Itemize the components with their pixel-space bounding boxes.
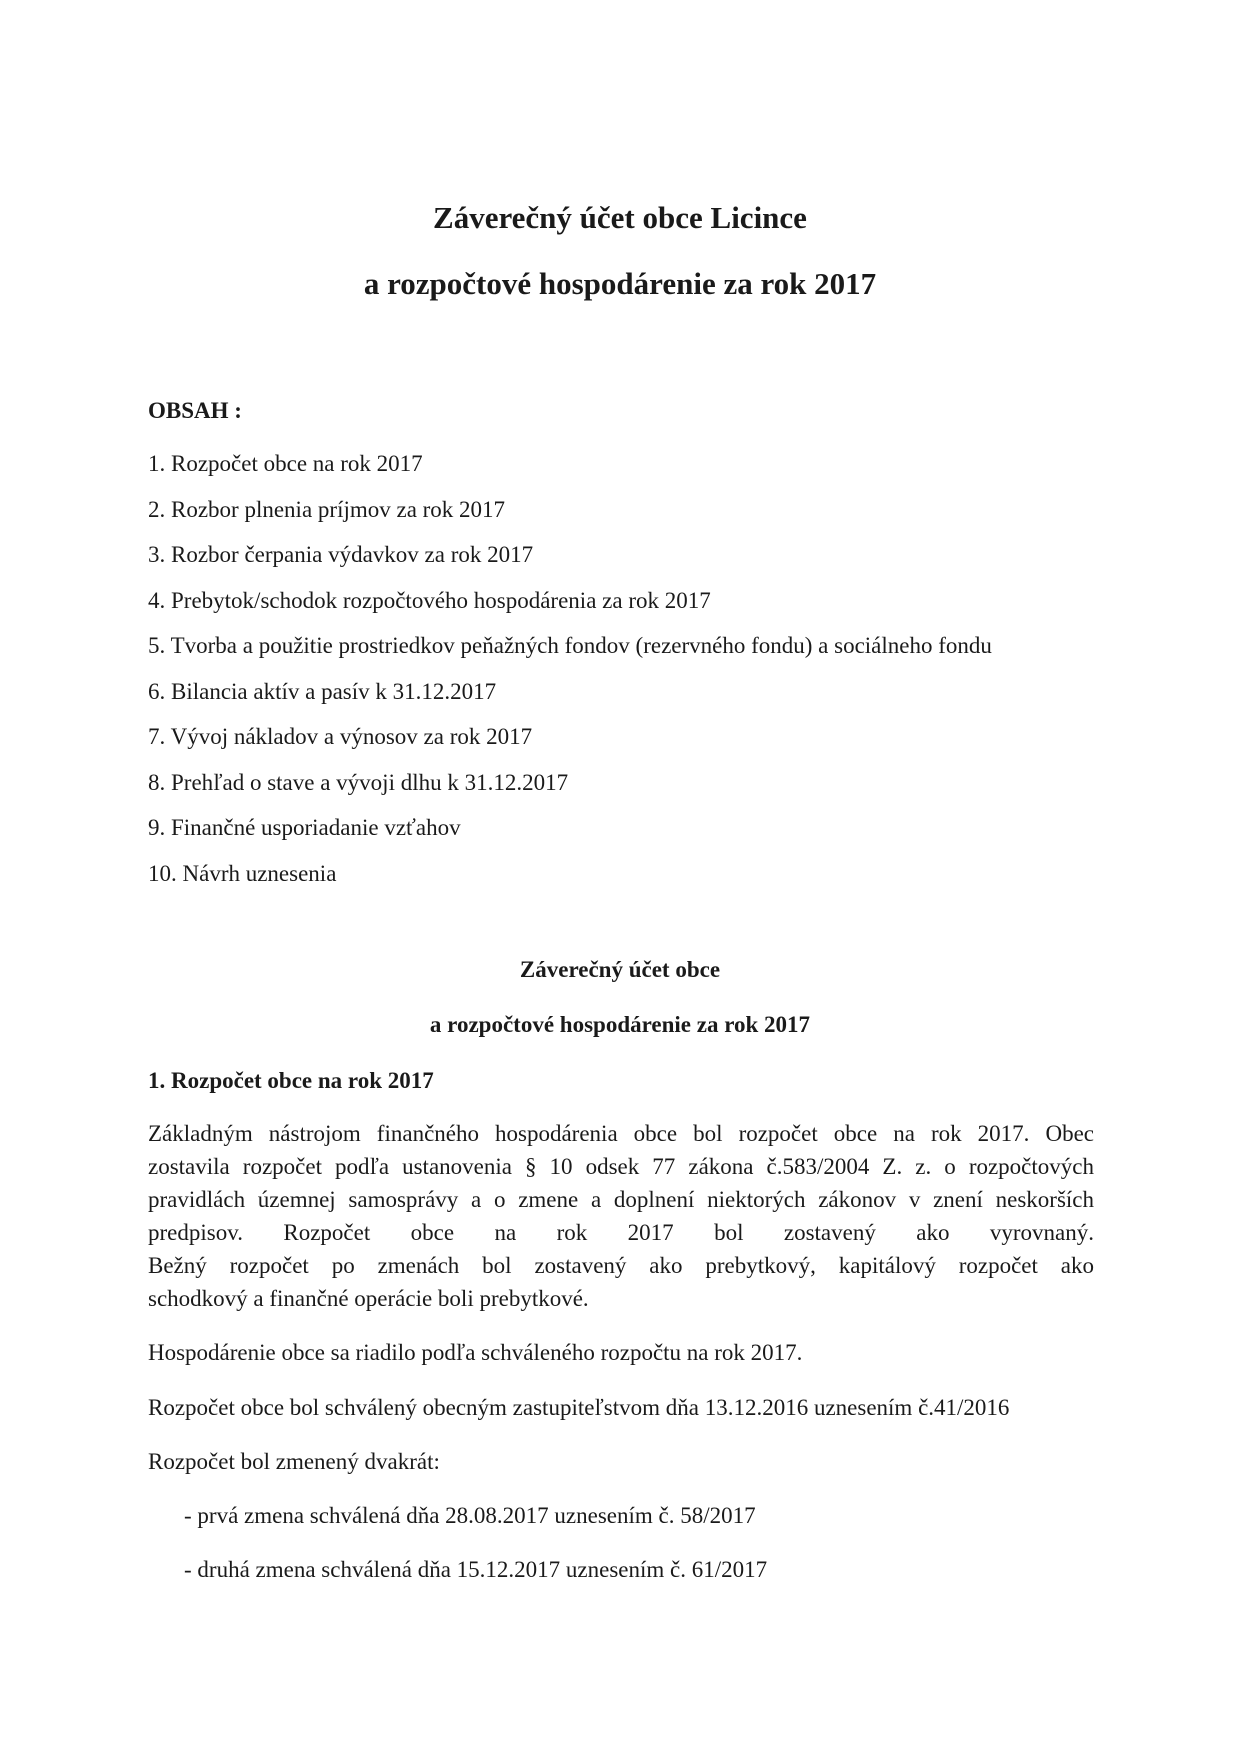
budget-management-text: Hospodárenie obce sa riadilo podľa schváleného rozpočtu na rok 2017. [148, 1340, 803, 1365]
budget-changes-text: Rozpočet bol zmenený dvakrát: [148, 1449, 440, 1474]
budget-change-item: - druhá zmena schválená dňa 15.12.2017 uznesením č. 61/2017 [184, 1557, 768, 1582]
toc-heading: OBSAH : [148, 398, 242, 423]
document-title-line-2: a rozpočtové hospodárenie za rok 2017 [363, 266, 877, 301]
paragraph-line: pravidlách územnej samosprávy a o zmene a doplnení niektorých zákonov v znení neskorších [148, 1187, 1094, 1212]
toc-item: 10. Návrh uznesenia [148, 861, 337, 886]
section-title-line-1: Záverečný účet obce [519, 957, 721, 982]
toc-item: 7. Vývoj nákladov a výnosov za rok 2017 [148, 724, 533, 749]
toc-item: 3. Rozbor čerpania výdavkov za rok 2017 [148, 542, 534, 567]
toc-item: 4. Prebytok/schodok rozpočtového hospodárenia za rok 2017 [148, 588, 711, 613]
paragraph-line: Základným nástrojom finančného hospodárenia obce bol rozpočet obce na rok 2017. Obec [148, 1121, 1094, 1146]
paragraph-line: schodkový a finančné operácie boli prebytkové. [148, 1286, 589, 1311]
toc-item: 9. Finančné usporiadanie vzťahov [148, 815, 461, 840]
toc-item: 5. Tvorba a použitie prostriedkov peňažných fondov (rezervného fondu) a sociálneho fondu [148, 633, 992, 658]
paragraph-line: zostavila rozpočet podľa ustanovenia § 10 odsek 77 zákona č.583/2004 Z. z. o rozpočtových [148, 1154, 1094, 1179]
toc-item: 2. Rozbor plnenia príjmov za rok 2017 [148, 497, 506, 522]
document-title-line-1: Záverečný účet obce Licince [433, 200, 807, 235]
section-heading-budget: 1. Rozpočet obce na rok 2017 [148, 1068, 434, 1093]
budget-change-item: - prvá zmena schválená dňa 28.08.2017 uznesením č. 58/2017 [184, 1503, 756, 1528]
section-title-line-2: a rozpočtové hospodárenie za rok 2017 [429, 1012, 811, 1037]
paragraph-line: Bežný rozpočet po zmenách bol zostavený ako prebytkový, kapitálový rozpočet ako [148, 1253, 1094, 1278]
toc-item: 1. Rozpočet obce na rok 2017 [148, 451, 423, 476]
budget-approval-text: Rozpočet obce bol schválený obecným zastupiteľstvom dňa 13.12.2016 uznesením č.41/2016 [148, 1395, 1010, 1420]
budget-paragraph [148, 1117, 1094, 1315]
toc-item: 6. Bilancia aktív a pasív k 31.12.2017 [148, 679, 497, 704]
toc-item: 8. Prehľad o stave a vývoji dlhu k 31.12.2017 [148, 770, 569, 795]
paragraph-line: predpisov. Rozpočet obce na rok 2017 bol zostavený ako vyrovnaný. [148, 1220, 1094, 1245]
